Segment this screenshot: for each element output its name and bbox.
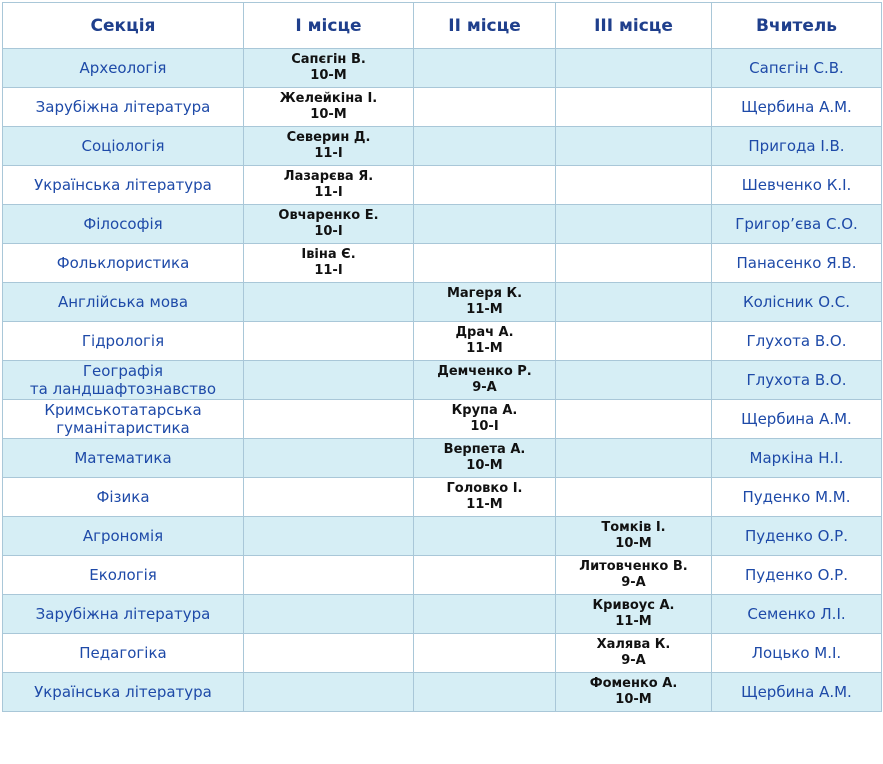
first-place-cell: [244, 439, 414, 478]
winner-line: 10-М: [310, 68, 347, 83]
header-third-place: III місце: [556, 3, 712, 49]
winner-line: Овчаренко Е.: [278, 208, 379, 223]
second-place-cell: [414, 400, 556, 439]
winner-line: Івіна Є.: [301, 247, 356, 262]
teacher-cell: Семенко Л.І.: [712, 595, 882, 634]
section-cell: [3, 517, 244, 556]
third-place-cell: [556, 673, 712, 712]
section-name-line: Кримськотатарська: [44, 401, 202, 419]
winner-line: Верпета А.: [443, 442, 526, 457]
section-name-line: Математика: [74, 449, 172, 467]
second-place-cell: [414, 673, 556, 712]
teacher-cell: Пуденко М.М.: [712, 478, 882, 517]
winner-line: Желейкіна І.: [279, 91, 378, 106]
section-name-line: Гідрологія: [81, 332, 165, 350]
teacher-cell: Колісник О.С.: [712, 283, 882, 322]
winner-line: Демченко Р.: [437, 364, 532, 379]
section-cell: [3, 673, 244, 712]
winner-line: 10-М: [615, 692, 652, 707]
second-place-cell: [414, 517, 556, 556]
second-place-cell: [414, 127, 556, 166]
first-place-cell: [244, 244, 414, 283]
first-place-cell: [244, 127, 414, 166]
section-cell: [3, 634, 244, 673]
winner-line: 11-І: [314, 263, 343, 278]
header-section: Секція: [3, 3, 244, 49]
third-place-cell: [556, 283, 712, 322]
first-place-cell: [244, 166, 414, 205]
table-row: [3, 127, 882, 166]
first-place-cell: [244, 205, 414, 244]
section-name-line: Екологія: [89, 566, 157, 584]
section-name-line: Соціологія: [81, 137, 165, 155]
third-place-cell: [556, 166, 712, 205]
second-place-cell: [414, 205, 556, 244]
table-row: [3, 49, 882, 88]
winner-line: 11-М: [466, 341, 503, 356]
winner-line: 9-А: [621, 653, 646, 668]
winner-line: Северин Д.: [286, 130, 371, 145]
header-teacher: Вчитель: [712, 3, 882, 49]
section-name-line: Англійська мова: [57, 293, 189, 311]
table-row: [3, 517, 882, 556]
third-place-cell: [556, 439, 712, 478]
section-cell: [3, 439, 244, 478]
section-name-line: Агрономія: [82, 527, 164, 545]
table-row: [3, 283, 882, 322]
second-place-cell: [414, 439, 556, 478]
section-name-line: Педагогіка: [79, 644, 167, 662]
section-name-line: Філософія: [83, 215, 163, 233]
first-place-cell: [244, 88, 414, 127]
section-name-line: Українська література: [34, 176, 212, 194]
second-place-cell: [414, 322, 556, 361]
first-place-cell: [244, 556, 414, 595]
teacher-cell: Глухота В.О.: [712, 322, 882, 361]
table-row: [3, 205, 882, 244]
third-place-cell: [556, 361, 712, 400]
section-cell: [3, 400, 244, 439]
section-cell: [3, 595, 244, 634]
teacher-cell: Пригода І.В.: [712, 127, 882, 166]
winner-line: 11-І: [314, 146, 343, 161]
table-row: [3, 244, 882, 283]
second-place-cell: [414, 478, 556, 517]
third-place-cell: [556, 595, 712, 634]
section-cell: [3, 283, 244, 322]
winner-line: 11-М: [466, 302, 503, 317]
winner-line: 9-А: [472, 380, 497, 395]
header-second-place: II місце: [414, 3, 556, 49]
section-cell: [3, 205, 244, 244]
section-name-line: та ландшафтознавство: [29, 380, 217, 398]
results-table: [2, 2, 882, 712]
second-place-cell: [414, 361, 556, 400]
teacher-cell: Щербина А.М.: [712, 673, 882, 712]
table-row: [3, 595, 882, 634]
teacher-cell: Щербина А.М.: [712, 400, 882, 439]
section-name-line: гуманітаристика: [56, 419, 190, 437]
second-place-cell: [414, 88, 556, 127]
table-body: [3, 49, 882, 712]
first-place-cell: [244, 634, 414, 673]
teacher-cell: Маркіна Н.І.: [712, 439, 882, 478]
third-place-cell: [556, 478, 712, 517]
first-place-cell: [244, 49, 414, 88]
teacher-cell: Сапєгін С.В.: [712, 49, 882, 88]
second-place-cell: [414, 49, 556, 88]
section-cell: [3, 556, 244, 595]
third-place-cell: [556, 205, 712, 244]
first-place-cell: [244, 478, 414, 517]
first-place-cell: [244, 673, 414, 712]
winner-line: 11-М: [466, 497, 503, 512]
section-cell: [3, 322, 244, 361]
section-cell: [3, 127, 244, 166]
second-place-cell: [414, 556, 556, 595]
first-place-cell: [244, 595, 414, 634]
winner-line: 10-І: [470, 419, 499, 434]
first-place-cell: [244, 322, 414, 361]
table-row: [3, 673, 882, 712]
teacher-cell: Пуденко О.Р.: [712, 517, 882, 556]
winner-line: Драч А.: [455, 325, 514, 340]
winner-line: Кривоус А.: [592, 598, 675, 613]
second-place-cell: [414, 166, 556, 205]
winner-line: 10-М: [310, 107, 347, 122]
table-row: [3, 88, 882, 127]
third-place-cell: [556, 400, 712, 439]
third-place-cell: [556, 244, 712, 283]
third-place-cell: [556, 49, 712, 88]
winner-line: Халява К.: [596, 637, 671, 652]
winner-line: Магеря К.: [446, 286, 523, 301]
section-cell: [3, 244, 244, 283]
teacher-cell: Шевченко К.І.: [712, 166, 882, 205]
table-row: [3, 400, 882, 439]
section-cell: [3, 88, 244, 127]
section-name-line: Українська література: [34, 683, 212, 701]
first-place-cell: [244, 283, 414, 322]
table-row: [3, 361, 882, 400]
second-place-cell: [414, 244, 556, 283]
section-cell: [3, 361, 244, 400]
section-name-line: Фольклористика: [56, 254, 190, 272]
winner-line: Крупа А.: [451, 403, 518, 418]
third-place-cell: [556, 634, 712, 673]
section-name-line: Фізика: [96, 488, 150, 506]
winner-line: 10-М: [615, 536, 652, 551]
section-name-line: Зарубіжна література: [35, 98, 211, 116]
first-place-cell: [244, 361, 414, 400]
winner-line: Сапєгін В.: [291, 52, 366, 67]
table-row: [3, 322, 882, 361]
table-row: [3, 439, 882, 478]
winner-line: 9-А: [621, 575, 646, 590]
teacher-cell: Глухота В.О.: [712, 361, 882, 400]
table-row: [3, 556, 882, 595]
section-name-line: Зарубіжна література: [35, 605, 211, 623]
third-place-cell: [556, 517, 712, 556]
third-place-cell: [556, 88, 712, 127]
teacher-cell: Пуденко О.Р.: [712, 556, 882, 595]
second-place-cell: [414, 595, 556, 634]
third-place-cell: [556, 556, 712, 595]
section-cell: [3, 166, 244, 205]
winner-line: Головко І.: [446, 481, 523, 496]
table-row: [3, 478, 882, 517]
third-place-cell: [556, 322, 712, 361]
teacher-cell: Григор’єва С.О.: [712, 205, 882, 244]
header-row: [3, 3, 882, 49]
winner-line: Лазарєва Я.: [283, 169, 374, 184]
third-place-cell: [556, 127, 712, 166]
second-place-cell: [414, 283, 556, 322]
winner-line: Литовченко В.: [579, 559, 688, 574]
first-place-cell: [244, 517, 414, 556]
winner-line: 11-М: [615, 614, 652, 629]
teacher-cell: Щербина А.М.: [712, 88, 882, 127]
second-place-cell: [414, 634, 556, 673]
winner-line: 10-М: [466, 458, 503, 473]
teacher-cell: Лоцько М.І.: [712, 634, 882, 673]
section-name-line: Археологія: [79, 59, 167, 77]
table-row: [3, 634, 882, 673]
winner-line: Фоменко А.: [589, 676, 678, 691]
first-place-cell: [244, 400, 414, 439]
winner-line: 11-І: [314, 185, 343, 200]
section-cell: [3, 478, 244, 517]
winner-line: 10-І: [314, 224, 343, 239]
table-row: [3, 166, 882, 205]
header-first-place: I місце: [244, 3, 414, 49]
teacher-cell: Панасенко Я.В.: [712, 244, 882, 283]
section-cell: [3, 49, 244, 88]
winner-line: Томків І.: [601, 520, 666, 535]
section-name-line: Географія: [82, 362, 164, 380]
